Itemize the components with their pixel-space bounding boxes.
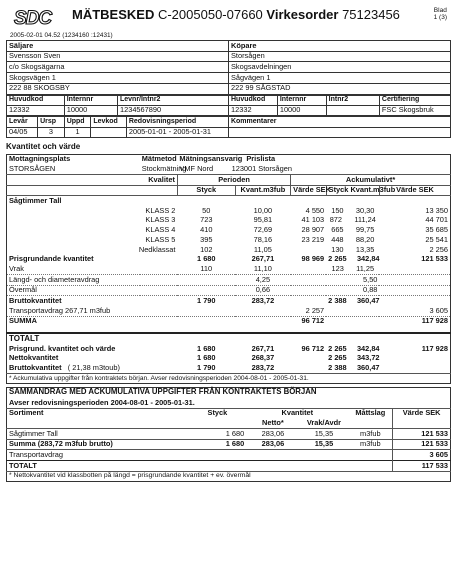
- prisgrund-row: [7, 255, 451, 265]
- col-kvantitet: Kvantitet: [246, 408, 348, 418]
- ids-label: Internnr: [64, 95, 117, 105]
- cell: 283,72: [251, 296, 275, 306]
- cell: 448 88,20: [331, 234, 375, 244]
- class-row: [7, 226, 451, 236]
- cell: 283,06: [246, 439, 299, 450]
- col-mattslag: Måttslag: [348, 408, 392, 418]
- cell: m3fub: [348, 429, 392, 440]
- cell: 1 680: [197, 343, 216, 353]
- qv-head-label: Mätmetod: [141, 154, 177, 164]
- ids-label: Huvudkod: [229, 95, 278, 105]
- ids-value: 10000: [64, 105, 117, 116]
- page-label: Blad: [433, 7, 447, 14]
- cell: 95,81: [253, 215, 273, 225]
- doc-title: MÄTBESKED: [72, 7, 155, 22]
- parties-table: [6, 40, 451, 95]
- buyer-line: Storsågen: [229, 51, 451, 62]
- tot-netto-row: [7, 354, 451, 364]
- delivery-label: Redovisningsperiod: [126, 117, 228, 127]
- cell: 121 533: [393, 429, 451, 440]
- cell: 2 265 342,84: [328, 254, 380, 264]
- page-value: 1 (3): [433, 14, 447, 22]
- cell: 10,00: [253, 205, 273, 215]
- cell: 123 11,25: [326, 264, 379, 274]
- cell: 72,69: [253, 225, 273, 235]
- cell: 96 712: [301, 316, 325, 326]
- delivery-value: [228, 127, 450, 138]
- cell: 2 265 343,72: [328, 353, 380, 363]
- cell: 1 680: [189, 429, 247, 440]
- delivery-label: Ursp: [38, 117, 65, 127]
- qv-head-label: Mottagningsplats: [9, 154, 71, 164]
- col-varde: Värde SEK: [393, 408, 451, 418]
- cell: 121 533: [421, 254, 448, 264]
- sortiment-name: Summa (283,72 m3fub brutto): [7, 439, 189, 450]
- cell: 3 605: [379, 306, 450, 316]
- timestamp: 2005-02-01 04.52 (1234160 :12431): [10, 32, 113, 39]
- report-title: [72, 8, 400, 23]
- delivery-label: Levår: [7, 117, 38, 127]
- cell: 121 533: [393, 439, 451, 450]
- cell: 44 701: [425, 215, 448, 225]
- tot-brutto-row: [7, 363, 451, 373]
- row-label: Bruttokvantitet: [9, 296, 62, 306]
- cell: 268,37: [251, 353, 275, 363]
- col-header: Kvant.m3fub: [235, 185, 291, 196]
- class-row: [7, 235, 451, 245]
- summary-total-row: [7, 439, 451, 450]
- cell: 872 111,24: [329, 215, 376, 225]
- cell: 102: [200, 244, 213, 254]
- cell: 25 541: [425, 234, 448, 244]
- cell: 2 388 360,47: [328, 296, 380, 306]
- ids-value: [326, 105, 379, 116]
- buyer-line: 222 99 SÅGSTAD: [229, 83, 451, 94]
- cell: 665 99,75: [331, 225, 375, 235]
- cell: 13 350: [425, 205, 448, 215]
- cell: 267,71: [251, 254, 275, 264]
- delivery-value: [91, 127, 127, 138]
- cell: 283,06: [246, 429, 299, 440]
- class-name: KLASS 5: [145, 234, 176, 244]
- cell: [291, 245, 327, 255]
- ids-label: Levnr/Intnr2: [117, 95, 228, 105]
- page-indicator: [434, 7, 447, 22]
- col-netto: Netto*: [262, 417, 284, 427]
- row-label: Längd- och diameteravdrag: [7, 275, 178, 286]
- ids-label: Intnr2: [326, 95, 379, 105]
- transport-value: 3 605: [393, 450, 451, 461]
- cell: 0,88: [326, 285, 379, 296]
- sortiment-name: Sågtimmer Tall: [7, 429, 189, 440]
- class-row: [7, 206, 451, 216]
- class-name: KLASS 4: [145, 225, 176, 235]
- cell: 1 790: [197, 362, 216, 372]
- ids-label: Huvudkod: [7, 95, 65, 105]
- row-label: Prisgrund. kvantitet och värde: [9, 343, 116, 353]
- col-styck: Styck: [189, 408, 247, 418]
- buyer-label: Köpare: [229, 41, 451, 52]
- totalt-title-row: [7, 333, 451, 344]
- quantity-section-title: Kvantitet och värde: [6, 142, 81, 152]
- cell: 130 13,35: [331, 244, 375, 254]
- overmal-row: [7, 285, 451, 296]
- summary-footnote: * Nettokvantitet vid klassbotten på längd = prisgrundande kvantitet + ev. övermål: [7, 471, 451, 481]
- cell: 2 256: [429, 244, 448, 254]
- row-label: Transportavdrag 267,71 m3fub: [7, 306, 236, 316]
- delivery-label: Kommentarer: [228, 117, 450, 127]
- seller-line: c/o Skogsägarna: [7, 62, 229, 73]
- delivery-value: 04/05: [7, 127, 38, 138]
- class-name: Nedklassat: [138, 244, 176, 254]
- class-row: [7, 245, 451, 255]
- buyer-line: Skogsavdelningen: [229, 62, 451, 73]
- col-ackumulativt: Ackumulativt*: [291, 174, 451, 185]
- cell: 1 680: [197, 353, 216, 363]
- cell: 15,35: [300, 439, 349, 450]
- order-number: 75123456: [342, 7, 400, 22]
- row-label: Vrak: [7, 264, 178, 274]
- footnote: * Ackumulativa uppgifter från kontraktets början. Avser redovisningsperioden 2004-08-01 - 2005-01-31.: [7, 374, 451, 384]
- cell: 283,72: [251, 362, 275, 372]
- sdc-logo: [14, 7, 54, 29]
- totalt-label: TOTALT: [7, 461, 393, 472]
- svg-text:SDC: SDC: [14, 8, 52, 29]
- cell: 28 907: [301, 225, 325, 235]
- delivery-value: 1: [64, 127, 91, 138]
- doc-number: C-2005050-07660: [157, 7, 263, 22]
- seller-line: Skogsvägen 1: [7, 73, 229, 84]
- ids-label: Certifiering: [379, 95, 450, 105]
- row-label: Nettokvantitet: [9, 353, 59, 363]
- qv-head-label: Mätningsansvarig Prislista: [179, 154, 276, 164]
- summary-subtitle: Avser redovisningsperioden 2004-08-01 - 2005-01-31.: [9, 397, 195, 407]
- col-header: Styck Kvant.m3fub: [326, 185, 379, 196]
- summary-table: [6, 387, 451, 482]
- cell: 11,05: [253, 244, 272, 254]
- cell: 2 257: [291, 306, 327, 316]
- class-row: [7, 216, 451, 226]
- cell: 117 928: [421, 343, 448, 353]
- col-header: Värde SEK: [291, 185, 327, 196]
- transport-label: Transportavdrag: [7, 450, 393, 461]
- order-label: Virkesorder: [266, 7, 339, 22]
- summary-totalt-row: [7, 461, 451, 472]
- cell: 1 790: [197, 296, 216, 306]
- delivery-table: [6, 116, 451, 138]
- buyer-line: Sågvägen 1: [229, 73, 451, 84]
- ids-value: 1234567890: [117, 105, 228, 116]
- summa-row: [7, 316, 451, 326]
- cell: 267,71: [251, 343, 275, 353]
- transport-row: [7, 306, 451, 316]
- cell: 41 103: [301, 215, 325, 225]
- langd-row: [7, 275, 451, 286]
- cell: 35 685: [425, 225, 448, 235]
- vrak-row: [7, 264, 451, 274]
- summary-row: [7, 429, 451, 440]
- brutto-row: [7, 296, 451, 306]
- row-label: Prisgrundande kvantitet: [9, 254, 94, 264]
- cell: 4,25: [235, 275, 291, 286]
- ids-label: Internnr: [277, 95, 326, 105]
- delivery-value: 2005-01-01 - 2005-01-31: [126, 127, 228, 138]
- tot-pris-row: [7, 344, 451, 354]
- cell: 98 969: [301, 254, 325, 264]
- delivery-label: Uppd: [64, 117, 91, 127]
- qv-head-value: Stockmätning: [141, 163, 187, 173]
- cell: 117 928: [421, 316, 448, 326]
- ids-value: 10000: [277, 105, 326, 116]
- totalt-value: 117 533: [393, 461, 451, 472]
- col-sortiment: Sortiment: [7, 408, 189, 418]
- group-title: Sågtimmer Tall: [9, 195, 62, 205]
- cell: 96 712: [301, 343, 325, 353]
- row-label: Bruttokvantitet ( 21,38 m3toub): [9, 362, 120, 372]
- cell: m3fub: [348, 439, 392, 450]
- quantity-table: [6, 154, 451, 384]
- cell: 1 680: [189, 439, 247, 450]
- cell: 150 30,30: [331, 205, 375, 215]
- class-name: KLASS 3: [145, 215, 176, 225]
- qv-head-value: STORSÅGEN: [9, 163, 56, 173]
- cell: 395: [200, 234, 213, 244]
- col-perioden: Perioden: [177, 174, 290, 185]
- cell: 410: [200, 225, 213, 235]
- cell: 1 680: [197, 254, 216, 264]
- delivery-value: 3: [38, 127, 65, 138]
- ids-value: FSC Skogsbruk: [379, 105, 450, 116]
- cell: 110: [177, 264, 235, 274]
- cell: 50: [202, 205, 211, 215]
- delivery-label: Levkod: [91, 117, 127, 127]
- seller-label: Säljare: [7, 41, 229, 52]
- class-name: KLASS 2: [145, 205, 176, 215]
- row-label: Övermål: [7, 285, 178, 296]
- summary-transport-row: [7, 450, 451, 461]
- seller-line: Svensson Sven: [7, 51, 229, 62]
- ids-table: [6, 95, 451, 117]
- ids-value: 12332: [229, 105, 278, 116]
- cell: 78,16: [253, 234, 273, 244]
- cell: 5,50: [326, 275, 379, 286]
- row-label: SUMMA: [9, 316, 37, 326]
- cell: 4 550: [305, 205, 325, 215]
- col-header: Styck: [177, 185, 235, 196]
- totalt-title: TOTALT: [7, 333, 451, 344]
- cell: 723: [200, 215, 213, 225]
- cell: 11,10: [235, 264, 291, 274]
- report-header: [6, 4, 451, 40]
- qv-head-value: VMF Nord 123001 Storsågen: [179, 163, 292, 173]
- cell: 2 388 360,47: [328, 362, 380, 372]
- summary-title: SAMMANDRAG MED ACKUMULATIVA UPPGIFTER FRÅN KONTRAKTETS BÖRJAN: [9, 387, 317, 397]
- ids-value: 12332: [7, 105, 65, 116]
- col-kvalitet: Kvalitet: [7, 174, 178, 185]
- cell: 0,66: [235, 285, 291, 296]
- seller-line: 222 88 SKOGSBY: [7, 83, 229, 94]
- col-header: Värde SEK: [379, 185, 450, 196]
- cell: 15,35: [300, 429, 349, 440]
- footnote-row: [7, 374, 451, 384]
- col-vrak: Vrak/Avdr: [306, 417, 342, 427]
- cell: 23 219: [301, 234, 325, 244]
- cell: 2 265 342,84: [328, 343, 380, 353]
